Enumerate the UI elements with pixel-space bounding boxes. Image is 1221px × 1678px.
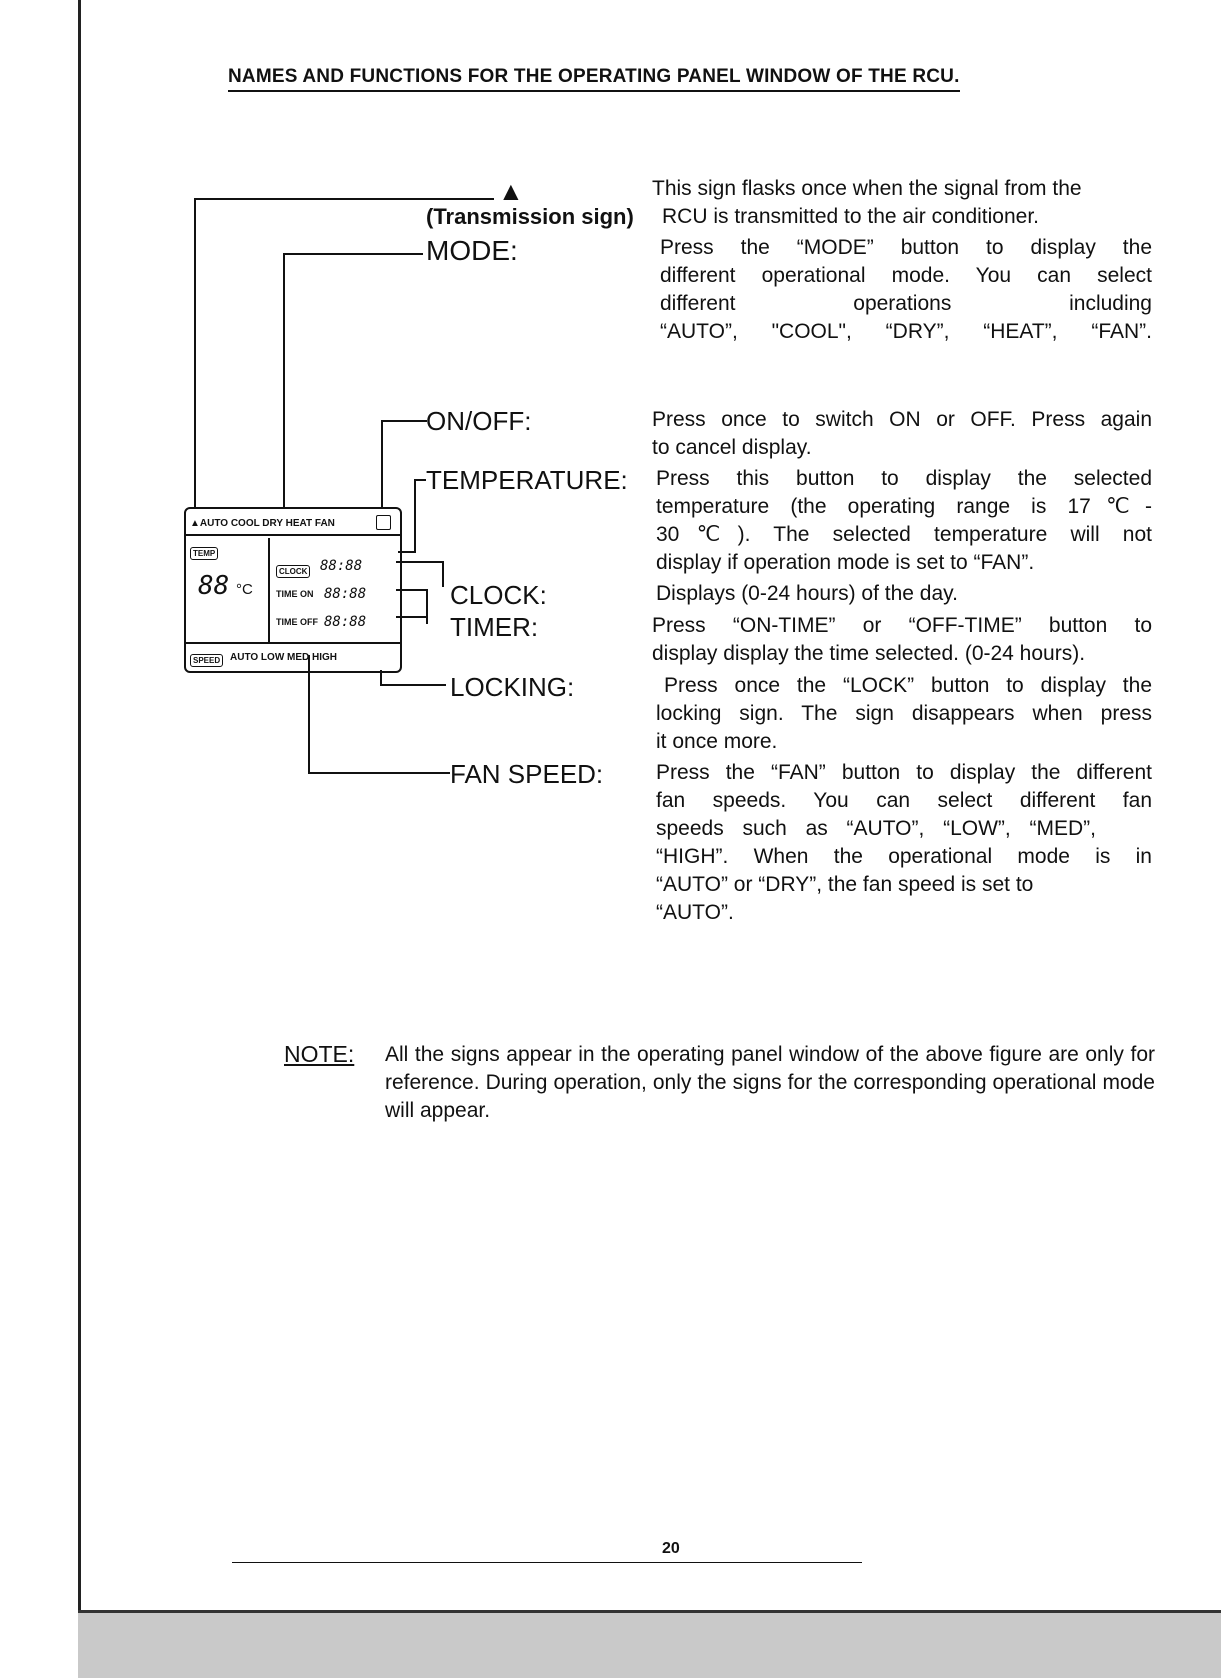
temperature-description — [656, 465, 1152, 577]
desc-line: locking sign. The sign disappears when press — [656, 702, 1152, 725]
desc-line: different operational mode. You can select — [660, 264, 1152, 287]
leader-onoff-vertical — [381, 420, 383, 508]
lcd-temp-unit: °C — [236, 581, 253, 598]
lcd-divider-top — [186, 534, 400, 536]
lcd-speed-row: AUTO LOW MED HIGH — [230, 652, 338, 663]
leader-temperature — [416, 479, 426, 481]
leader-onoff — [381, 420, 427, 422]
desc-line: Press once to switch ON or OFF. Press again — [652, 408, 1152, 431]
desc-line: This sign flasks once when the signal from the — [652, 177, 1082, 200]
lcd-divider-bottom — [186, 642, 400, 644]
timer-label: TIMER: — [450, 612, 539, 642]
lcd-panel-figure — [184, 507, 402, 673]
desc-line: Press the “FAN” button to display the different — [656, 761, 1152, 784]
leader-transmission — [194, 198, 494, 200]
temperature-label: TEMPERATURE: — [426, 465, 628, 495]
desc-line: RCU is transmitted to the air conditioner. — [662, 205, 1039, 228]
page-binding-edge — [0, 0, 81, 1678]
desc-line: 30℃). The selected temperature will not — [656, 523, 1152, 546]
locking-description — [656, 672, 1152, 756]
leader-transmission-vertical — [194, 198, 196, 508]
locking-label: LOCKING: — [450, 672, 575, 702]
fanspeed-label: FAN SPEED: — [450, 759, 604, 789]
lcd-lock-icon — [376, 515, 391, 530]
lcd-clock-digits: 88:88 — [320, 558, 363, 574]
desc-line: Press the “MODE” button to display the — [660, 236, 1152, 259]
lcd-divider-vertical — [268, 538, 270, 642]
mode-label: MODE: — [426, 235, 518, 266]
lcd-time-on-digits: 88:88 — [324, 586, 367, 602]
desc-line: to cancel display. — [652, 436, 812, 459]
leader-mode-vertical — [283, 253, 285, 508]
desc-line: Press “ON-TIME” or “OFF-TIME” button to — [652, 614, 1152, 637]
lcd-speed-tag: SPEED — [190, 654, 223, 667]
lcd-clock-tag: CLOCK — [276, 565, 310, 578]
lcd-time-off-digits: 88:88 — [324, 614, 367, 630]
lcd-temp-digits: 88 — [198, 571, 230, 601]
leader-timer-vertical — [426, 589, 428, 624]
onoff-description — [652, 406, 1152, 462]
clock-description — [656, 580, 1152, 608]
leader-clock — [396, 561, 442, 563]
desc-line: Displays (0-24 hours) of the day. — [656, 582, 958, 605]
timer-description — [652, 612, 1152, 668]
desc-line: “AUTO”, "COOL", “DRY”, “HEAT”, “FAN”. — [660, 320, 1152, 343]
footer-rule — [232, 1562, 862, 1563]
desc-line: temperature (the operating range is 17℃- — [656, 495, 1152, 518]
fanspeed-description — [656, 759, 1152, 927]
lcd-time-off: TIME OFF — [276, 617, 318, 627]
note-text — [385, 1041, 1155, 1125]
scan-bottom-band — [78, 1610, 1221, 1678]
desc-line: fan speeds. You can select different fan — [656, 789, 1152, 812]
note-label: NOTE: — [284, 1041, 355, 1067]
desc-line: it once more. — [656, 730, 778, 753]
clock-label: CLOCK: — [450, 580, 547, 610]
desc-line: “AUTO”. — [656, 901, 734, 924]
desc-line: different operations including — [660, 292, 1152, 315]
desc-line: display display the time selected. (0-24 hours). — [652, 642, 1086, 665]
leader-clock-vertical — [442, 561, 444, 587]
transmission-icon: ▲ — [498, 176, 524, 206]
leader-fanspeed — [308, 772, 450, 774]
lcd-time-on: TIME ON — [276, 589, 314, 599]
leader-temperature-vertical — [414, 479, 416, 551]
leader-locking — [380, 684, 446, 686]
desc-line: “HIGH”. When the operational mode is in — [656, 845, 1152, 868]
desc-line: Press once the “LOCK” button to display the — [664, 674, 1152, 697]
note-body: All the signs appear in the operating panel window of the above figure are only for reference. During operation, only the signs for the corresponding operational mode will appear. — [385, 1043, 1155, 1122]
desc-line: Press this button to display the selected — [656, 467, 1152, 490]
desc-line: speeds such as “AUTO”, “LOW”, “MED”, — [656, 817, 1096, 840]
leader-mode — [283, 253, 423, 255]
desc-line: “AUTO” or “DRY”, the fan speed is set to — [656, 873, 1034, 896]
transmission-description — [652, 175, 1152, 231]
onoff-label: ON/OFF: — [426, 406, 532, 436]
lcd-mode-row: ▲AUTO COOL DRY HEAT FAN — [190, 518, 335, 529]
lcd-temp-tag: TEMP — [190, 547, 218, 560]
mode-description — [660, 234, 1152, 346]
page-number: 20 — [662, 1540, 680, 1557]
transmission-label: (Transmission sign) — [426, 204, 634, 229]
desc-line: display if operation mode is set to “FAN”. — [656, 551, 1035, 574]
page-title: NAMES AND FUNCTIONS FOR THE OPERATING PANEL WINDOW OF THE RCU. — [228, 66, 960, 92]
